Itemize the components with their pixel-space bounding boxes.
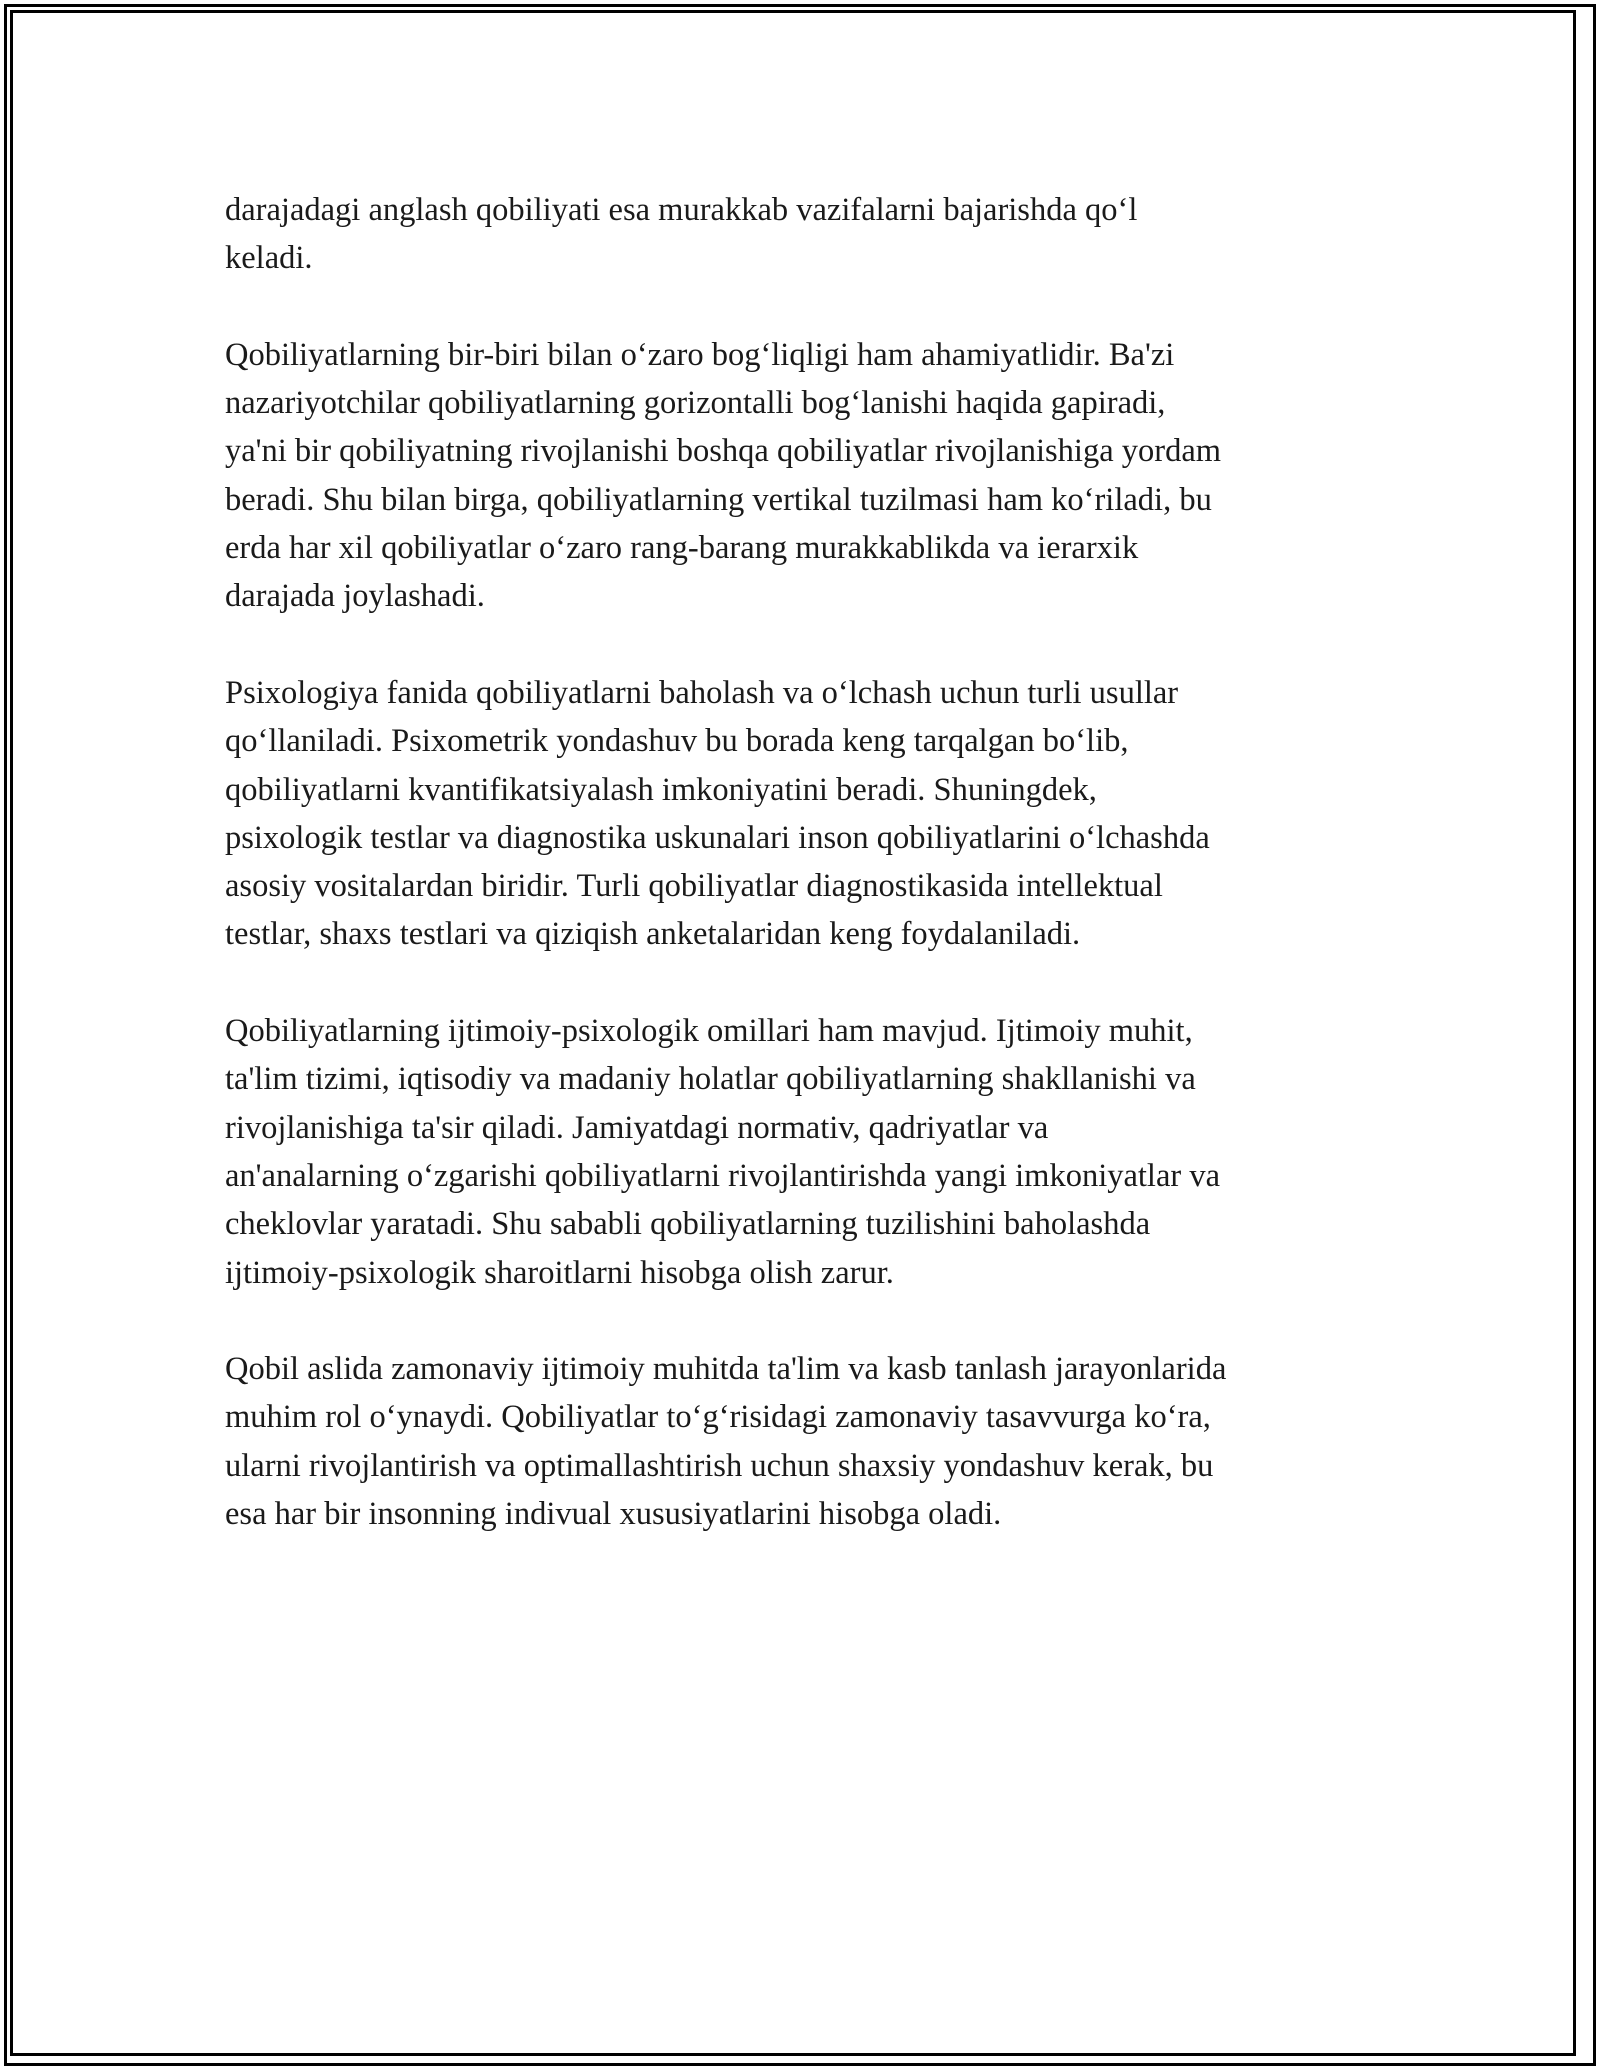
paragraph-4 (225, 1007, 1385, 1297)
text-line: keladi. (225, 240, 313, 277)
text-line: qo‘llaniladi. Psixometrik yondashuv bu borada keng tarqalgan bo‘lib, (225, 723, 1129, 760)
text-line: testlar, shaxs testlari va qiziqish anketalaridan keng foydalaniladi. (225, 916, 1081, 953)
text-line: Qobil aslida zamonaviy ijtimoiy muhitda ta'lim va kasb tanlash jarayonlarida (225, 1351, 1227, 1388)
text-line: erda har xil qobiliyatlar o‘zaro rang-barang murakkablikda va ierarxik (225, 530, 1139, 567)
text-line: ijtimoiy-psixologik sharoitlarni hisobga olish zarur. (225, 1254, 894, 1291)
text-line: nazariyotchilar qobiliyatlarning gorizontalli bog‘lanishi haqida gapiradi, (225, 385, 1166, 422)
text-line: ya'ni bir qobiliyatning rivojlanishi boshqa qobiliyatlar rivojlanishiga yordam (225, 433, 1222, 470)
text-line: qobiliyatlarni kvantifikatsiyalash imkoniyatini beradi. Shuningdek, (225, 771, 1097, 808)
text-line: ularni rivojlantirish va optimallashtirish uchun shaxsiy yondashuv kerak, bu (225, 1447, 1214, 1484)
text-line: an'analarning o‘zgarishi qobiliyatlarni rivojlantirishda yangi imkoniyatlar va (225, 1157, 1221, 1194)
paragraph-3 (225, 669, 1385, 959)
text-line: Qobiliyatlarning ijtimoiy-psixologik omillari ham mavjud. Ijtimoiy muhit, (225, 1013, 1193, 1050)
text-line: asosiy vositalardan biridir. Turli qobiliyatlar diagnostikasida intellektual (225, 868, 1163, 905)
text-line: psixologik testlar va diagnostika uskunalari inson qobiliyatlarini o‘lchashda (225, 819, 1210, 856)
text-line: beradi. Shu bilan birga, qobiliyatlarning vertikal tuzilmasi ham ko‘riladi, bu (225, 481, 1212, 518)
text-line: ta'lim tizimi, iqtisodiy va madaniy holatlar qobiliyatlarning shakllanishi va (225, 1061, 1196, 1098)
text-line: Psixologiya fanida qobiliyatlarni baholash va o‘lchash uchun turli usullar (225, 674, 1179, 711)
text-line: darajadagi anglash qobiliyati esa murakkab vazifalarni bajarishda qo‘l (225, 192, 1138, 228)
text-line: esa har bir insonning indivual xususiyatlarini hisobga oladi. (225, 1496, 1002, 1533)
paragraph-1 (225, 186, 1385, 283)
document-body (225, 186, 1385, 1587)
text-line: cheklovlar yaratadi. Shu sababli qobiliyatlarning tuzilishini baholashda (225, 1206, 1151, 1243)
text-line: Qobiliyatlarning bir-biri bilan o‘zaro bog‘liqligi ham ahamiyatlidir. Ba'zi (225, 336, 1175, 373)
paragraph-5 (225, 1345, 1385, 1538)
text-line: darajada joylashadi. (225, 578, 485, 615)
text-line: muhim rol o‘ynaydi. Qobiliyatlar to‘g‘risidagi zamonaviy tasavvurga ko‘ra, (225, 1399, 1211, 1436)
paragraph-2 (225, 331, 1385, 621)
text-line: rivojlanishiga ta'sir qiladi. Jamiyatdagi normativ, qadriyatlar va (225, 1109, 1049, 1146)
